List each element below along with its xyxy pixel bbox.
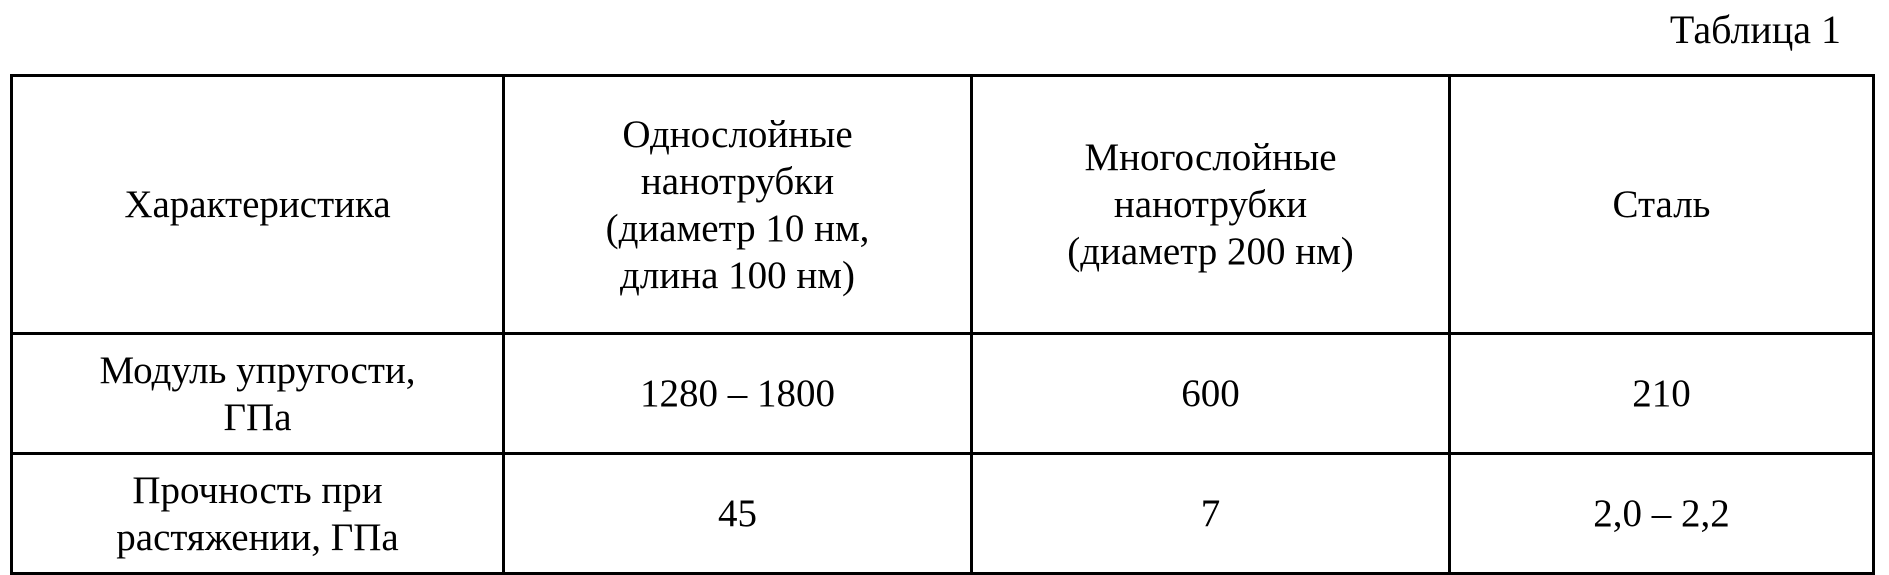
cell-tensile-strength-steel: 2,0 – 2,2: [1450, 454, 1874, 574]
cell-elastic-modulus-multi-wall: 600: [972, 334, 1450, 454]
cell-tensile-strength-single-wall: 45: [504, 454, 972, 574]
properties-table: [10, 74, 1875, 575]
table-header-row: [12, 76, 1874, 334]
header-cell-steel: Сталь: [1450, 76, 1874, 334]
cell-elastic-modulus-steel: 210: [1450, 334, 1874, 454]
cell-tensile-strength-multi-wall: 7: [972, 454, 1450, 574]
table-row: [12, 334, 1874, 454]
table-caption: Таблица 1: [1669, 7, 1841, 52]
table-row: [12, 454, 1874, 574]
row-label-tensile-strength: Прочность при растяжении, ГПа: [12, 454, 504, 574]
table-container: [10, 74, 1872, 575]
cell-elastic-modulus-single-wall: 1280 – 1800: [504, 334, 972, 454]
header-cell-multi-wall: Многослойные нанотрубки (диаметр 200 нм): [972, 76, 1450, 334]
header-cell-single-wall: Однослойные нанотрубки (диаметр 10 нм, длина 100 нм): [504, 76, 972, 334]
header-cell-characteristic: Характеристика: [12, 76, 504, 334]
row-label-elastic-modulus: Модуль упругости, ГПа: [12, 334, 504, 454]
